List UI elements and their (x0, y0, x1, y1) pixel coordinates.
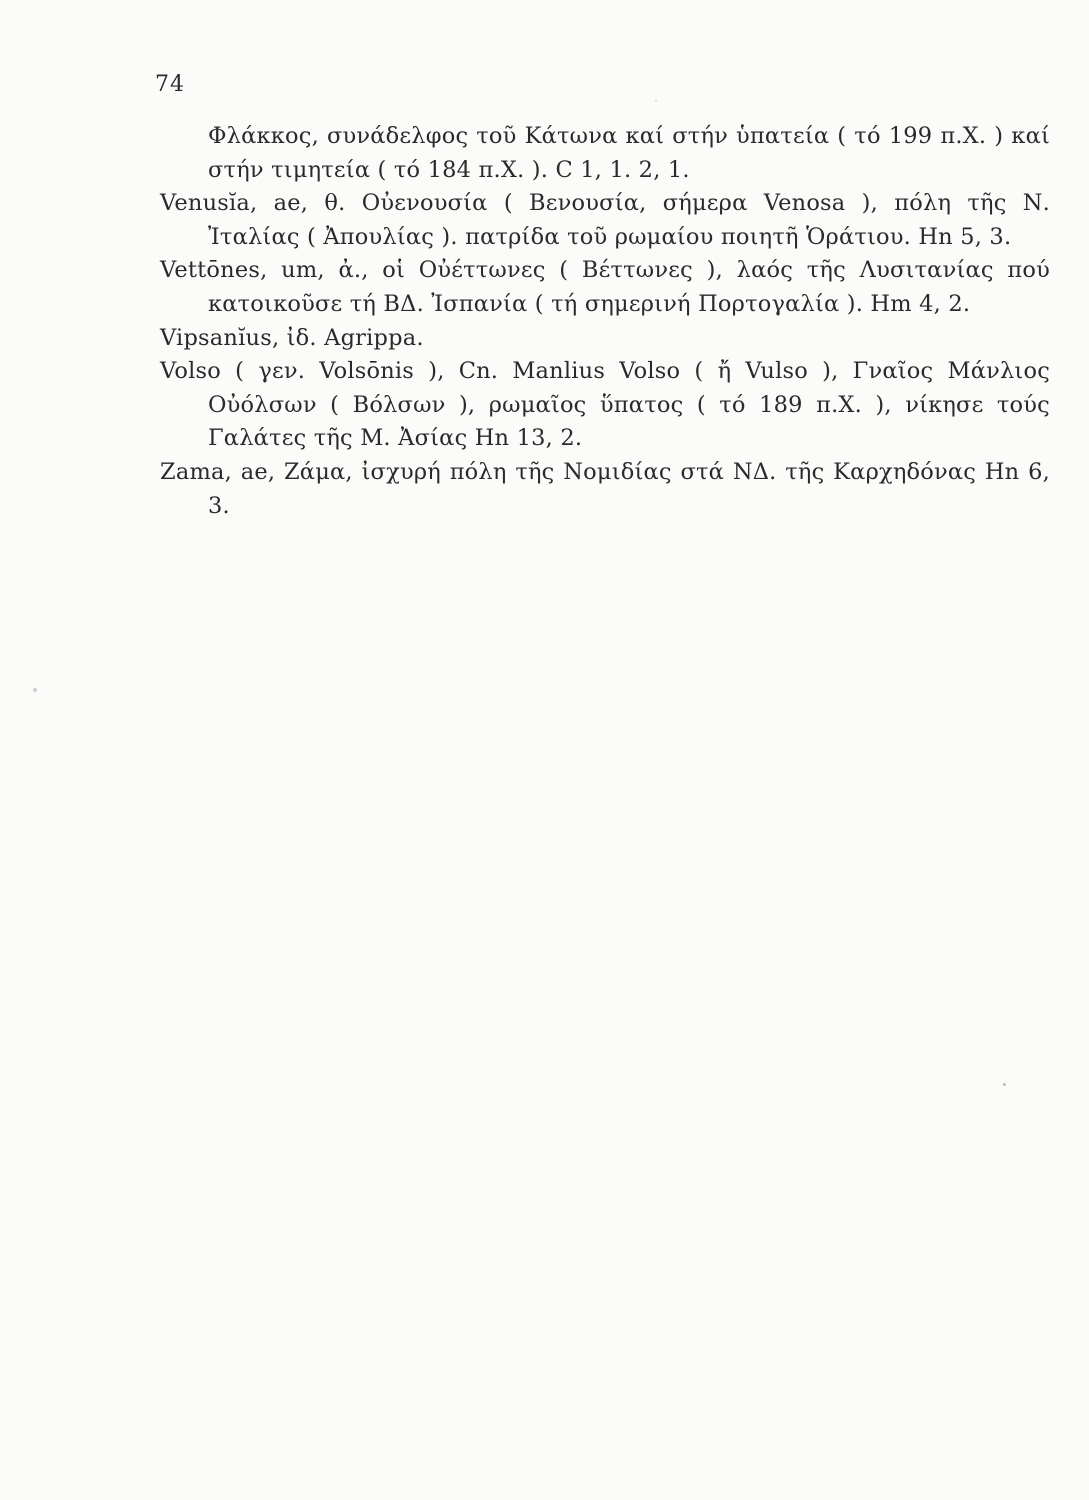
entry-volso: Volso ( γεν. Volsōnis ), Cn. Manlius Volso ( ἤ Vulso ), Γναῖος Μάνλιος Οὐόλσων ( Βόλσων ), ρωμαῖος ὕπατος ( τό 189 π.Χ. ), νίκησε τούς Γαλάτες τῆς Μ. Ἀσίας Hn 13, 2. (160, 358, 1050, 452)
entry-vettones: Vettōnes, um, ἀ., οἱ Οὐέττωνες ( Βέττωνες ), λαός τῆς Λυσιτανίας πού κατοικοῦσε τή ΒΔ. Ἰσπανία ( τή σημερινή Πορτογαλία ). Hm 4, 2. (160, 257, 1050, 317)
entry-venusia: Venusĭa, ae, θ. Οὐενουσία ( Βενουσία, σήμερα Venosa ), πόλη τῆς Ν. Ἰταλίας ( Ἀπουλίας ). πατρίδα τοῦ ρωμαίου ποιητῆ Ὁράτιου. Hn 5, 3. (160, 190, 1050, 250)
entry-zama: Zama, ae, Ζάμα, ἰσχυρή πόλη τῆς Νομιδίας στά ΝΔ. τῆς Καρχηδόνας Hn 6, 3. (160, 458, 1050, 519)
entry-continuation: Φλάκκος, συνάδελφος τοῦ Κάτωνα καί στήν ὑπατεία ( τό 199 π.Χ. ) καί στήν τιμητεία ( τό 184 π.Χ. ). C 1, 1. 2, 1. (208, 123, 1050, 183)
entry-vipsanius: Vipsanĭus, ἰδ. Agrippa. (160, 324, 424, 351)
glossary-entries (160, 120, 1050, 523)
page-number: 74 (155, 72, 185, 97)
paper-speck (33, 688, 37, 692)
paper-speck (1003, 1083, 1006, 1086)
paper-speck (655, 100, 657, 102)
